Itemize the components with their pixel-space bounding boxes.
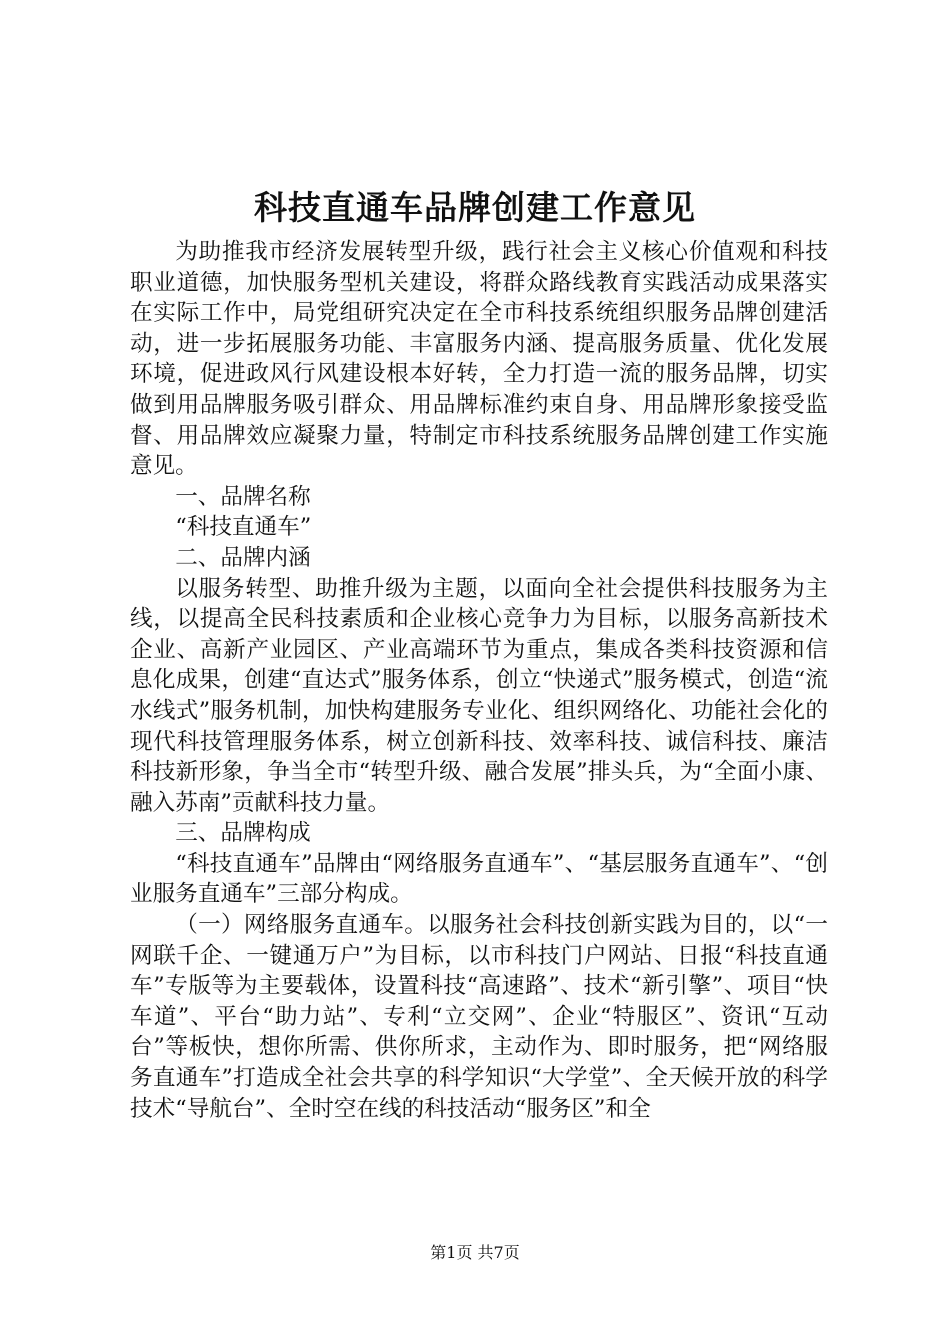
document-title: 科技直通车品牌创建工作意见 — [254, 188, 696, 227]
heading-brand-composition: 三、品牌构成 — [175, 820, 311, 847]
heading-brand-name: 一、品牌名称 — [175, 483, 311, 510]
paragraph-brand-composition: “科技直通车”品牌由“网络服务直通车”、“基层服务直通车”、“创业服务直通车”三部分构成。 — [130, 850, 828, 908]
heading-brand-connotation: 二、品牌内涵 — [175, 544, 311, 571]
paragraph-network-service: （一）网络服务直通车。以服务社会科技创新实践为目的，以“一网联千企、一键通万户”为目标，以市科技门户网站、日报“科技直通车”专版等为主要载体，设置科技“高速路”、技术“新引擎”、项目“快车道”、平台“助力站”、专利“立交网”、企业“特服区”、资讯“互动台”等板快，想你所需、供你所求，主动作为、即时服务，把“网络服务直通车”打造成全社会共享的科学知识“大学堂”、全天候开放的科学技术“导航台”、全时空在线的科技活动“服务区”和全 — [130, 912, 828, 1122]
paragraph-intro: 为助推我市经济发展转型升级，践行社会主义核心价值观和科技职业道德，加快服务型机关建设，将群众路线教育实践活动成果落实在实际工作中，局党组研究决定在全市科技系统组织服务品牌创建活动，进一步拓展服务功能、丰富服务内涵、提高服务质量、优化发展环境，促进政风行风建设根本好转，全力打造一流的服务品牌，切实做到用品牌服务吸引群众、用品牌标准约束自身、用品牌形象接受监督、用品牌效应凝聚力量，特制定市科技系统服务品牌创建工作实施意见。 — [130, 239, 828, 480]
paragraph-brand-connotation: 以服务转型、助推升级为主题，以面向全社会提供科技服务为主线，以提高全民科技素质和企业核心竞争力为目标，以服务高新技术企业、高新产业园区、产业高端环节为重点，集成各类科技资源和信息化成果，创建“直达式”服务体系，创立“快递式”服务模式，创造“流水线式”服务机制，加快构建服务专业化、组织网络化、功能社会化的现代科技管理服务体系，树立创新科技、效率科技、诚信科技、廉洁科技新形象，争当全市“转型升级、融合发展”排头兵，为“全面小康、融入苏南”贡献科技力量。 — [130, 575, 828, 816]
document-body — [130, 237, 828, 1124]
paragraph-brand-name: “科技直通车” — [175, 514, 312, 541]
page-number: 第1页 共7页 — [430, 1243, 520, 1262]
